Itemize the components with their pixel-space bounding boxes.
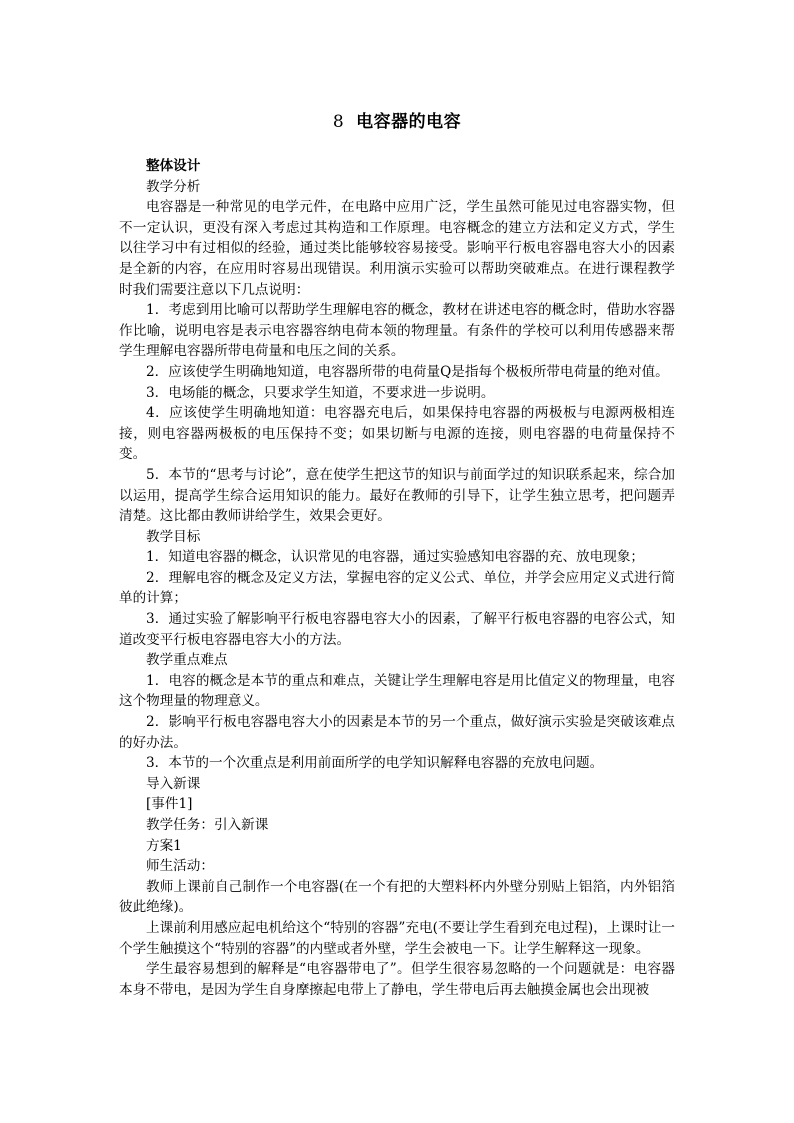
key-item-2: 2．影响平行板电容器电容大小的因素是本节的另一个重点，做好演示实验是突破该难点的好办法。 xyxy=(119,714,675,751)
activity-paragraph-3: 学生最容易想到的解释是“电容器带电了”。但学生很容易忽略的一个问题就是：电容器本身不带电，是因为学生自身摩擦起电带上了静电，学生带电后再去触摸金属也会出现被 xyxy=(119,961,675,998)
event-label: [事件1] xyxy=(146,796,193,813)
key-item-1: 1．电容的概念是本节的重点和难点，关键让学生理解电容是用比值定义的物理量，电容这个物理量的物理意义。 xyxy=(119,672,675,710)
note-item-3: 3．电场能的概念，只要求学生知道，不要求进一步说明。 xyxy=(146,384,495,401)
document-body xyxy=(119,156,675,1000)
plan-label: 方案1 xyxy=(146,837,182,854)
heading-teaching-goals: 教学目标 xyxy=(146,528,201,545)
goal-item-3: 3．通过实验了解影响平行板电容器电容大小的因素，了解平行板电容器的电容公式，知道改变平行板电容器电容大小的方法。 xyxy=(119,611,675,648)
key-item-3: 3．本节的一个次重点是利用前面所学的电学知识解释电容器的充放电问题。 xyxy=(146,755,604,772)
section-title: 电容器的电容 xyxy=(356,112,462,132)
heading-intro: 导入新课 xyxy=(146,775,201,792)
heading-overall-design: 整体设计 xyxy=(146,158,201,174)
heading-teaching-analysis: 教学分析 xyxy=(146,178,201,195)
activity-paragraph-2: 上课前利用感应起电机给这个“特别的容器”充电(不要让学生看到充电过程)，上课时让一个学生触摸这个“特别的容器”的内壁或者外壁，学生会被电一下。让学生解释这一现象。 xyxy=(119,919,675,957)
activity-paragraph-1: 教师上课前自己制作一个电容器(在一个有把的大塑料杯内外壁分别贴上铝箔，内外铝箔彼此绝缘)。 xyxy=(119,878,675,916)
task-label: 教学任务：引入新课 xyxy=(146,817,269,833)
heading-key-points: 教学重点难点 xyxy=(146,652,228,669)
note-item-1: 1．考虑到用比喻可以帮助学生理解电容的概念，教材在讲述电容的概念时，借助水容器作比喻，说明电容是表示电容器容纳电荷本领的物理量。有条件的学校可以利用传感器来帮学生理解电容器所带电荷量和电压之间的关系。 xyxy=(119,302,675,360)
goal-item-1: 1．知道电容器的概念，认识常见的电容器，通过实验感知电容器的充、放电现象； xyxy=(146,549,645,566)
paragraph-analysis: 电容器是一种常见的电学元件，在电路中应用广泛，学生虽然可能见过电容器实物，但不一定认识，更没有深入考虑过其构造和工作原理。电容概念的建立方法和定义方式，学生以往学习中有过相似的经验，通过类比能够较容易接受。影响平行板电容器电容大小的因素是全新的内容，在应用时容易出现错误。利用演示实验可以帮助突破难点。在进行课程教学时我们需要注意以下几点说明： xyxy=(119,199,675,298)
note-item-4: 4．应该使学生明确地知道：电容器充电后，如果保持电容器的两极板与电源两极相连接，则电容器两极板的电压保持不变；如果切断与电源的连接，则电容器的电荷量保持不变。 xyxy=(119,405,675,463)
page-title xyxy=(0,107,794,132)
activity-label: 师生活动： xyxy=(146,858,214,875)
note-item-2: 2．应该使学生明确地知道，电容器所带的电荷量Q是指每个极板所带电荷量的绝对值。 xyxy=(146,363,669,380)
note-item-5: 5．本节的“思考与讨论”，意在使学生把这节的知识与前面学过的知识联系起来，综合加以运用，提高学生综合运用知识的能力。最好在教师的引导下，让学生独立思考，把问题弄清楚。这比都由教师讲给学生，效果会更好。 xyxy=(119,466,675,525)
section-number: 8 xyxy=(332,112,345,132)
goal-item-2: 2．理解电容的概念及定义方法，掌握电容的定义公式、单位，并学会应用定义式进行简单的计算； xyxy=(119,569,675,607)
